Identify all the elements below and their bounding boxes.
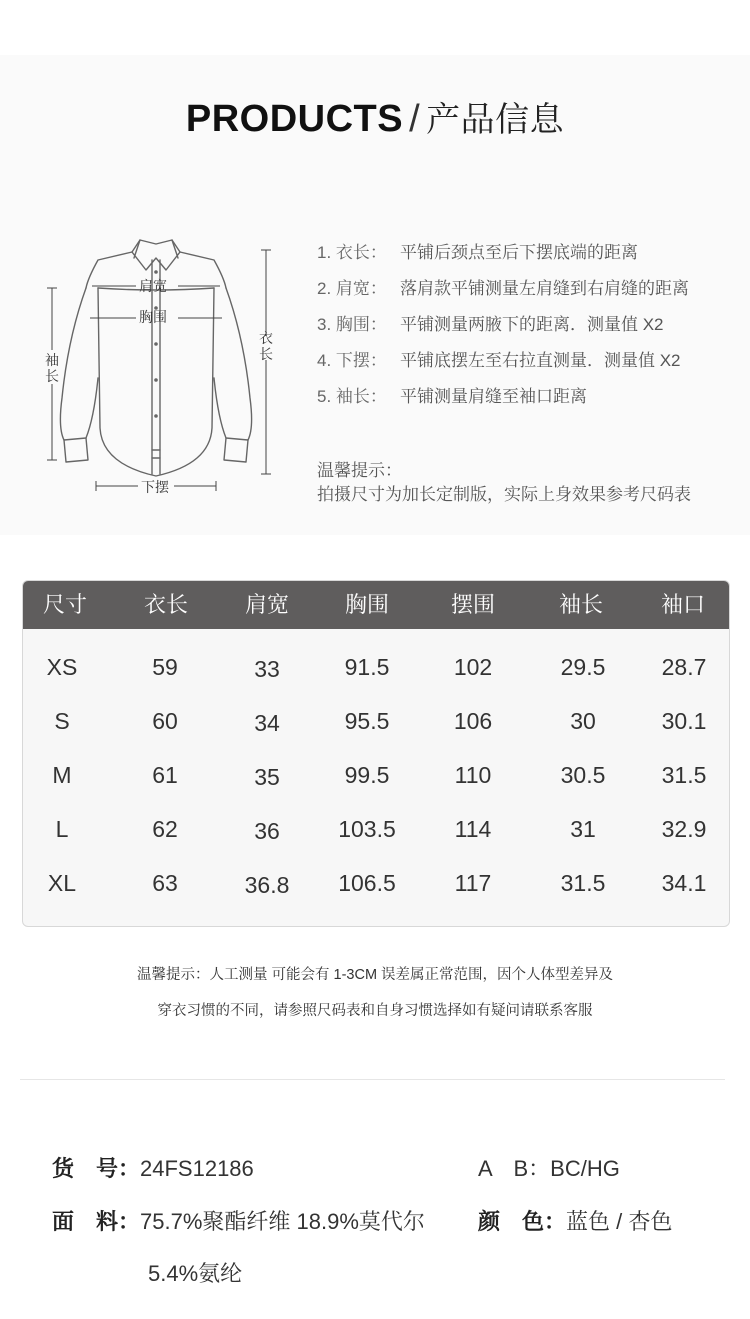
cell-hem: 114 [454, 816, 492, 842]
shirt-measurement-diagram [28, 228, 290, 506]
size-table-header [23, 581, 729, 629]
cell-sleeve: 29.5 [560, 654, 606, 680]
color-field [478, 1205, 672, 1236]
title-chinese: 产品信息 [426, 101, 565, 139]
definition-sleeve [317, 382, 737, 418]
header-cuff: 袖口 [660, 592, 705, 617]
diagram-label-length: 衣长 [259, 330, 273, 362]
definition-text: 平铺测量两腋下的距离．测量值 X2 [400, 315, 664, 334]
header-hem: 摆围 [450, 592, 495, 617]
definition-length [317, 238, 737, 274]
cell-size: M [52, 762, 72, 788]
table-row [23, 748, 729, 802]
header-length: 衣长 [143, 592, 188, 617]
size-table [22, 580, 730, 927]
cell-cuff: 28.7 [661, 654, 707, 680]
cell-chest: 103.5 [338, 816, 396, 842]
cell-sleeve: 30.5 [560, 762, 606, 788]
cell-hem: 102 [453, 654, 493, 680]
fabric-value-line-2: 5.4%氨纶 [148, 1261, 243, 1286]
cell-chest: 106.5 [338, 870, 396, 896]
fabric-field [52, 1205, 425, 1236]
definition-shoulder [317, 274, 737, 310]
item-number-field [52, 1152, 254, 1183]
shirt-sketch-icon [28, 228, 290, 506]
shooting-size-tip [317, 459, 691, 507]
cell-chest: 91.5 [344, 654, 390, 680]
diagram-label-sleeve: 袖长 [45, 352, 59, 384]
diagram-label-hem: 下摆 [141, 479, 169, 495]
table-row [23, 694, 729, 748]
cell-hem: 117 [454, 870, 492, 896]
fabric-label: 面 料： [52, 1209, 141, 1234]
cell-sleeve: 30 [570, 708, 596, 734]
definition-chest [317, 310, 737, 346]
ab-value: BC/HG [550, 1156, 620, 1181]
cell-length: 60 [152, 708, 178, 734]
cell-shoulder: 34 [254, 710, 280, 736]
table-row [23, 640, 729, 694]
measurement-definitions [317, 238, 737, 418]
cell-length: 61 [152, 762, 178, 788]
fabric-value-line-1: 75.7%聚酯纤维 18.9%莫代尔 [140, 1209, 425, 1234]
cell-length: 63 [152, 870, 178, 896]
definition-text: 平铺底摆左至右拉直测量．测量值 X2 [400, 351, 681, 370]
definition-text: 平铺后颈点至后下摆底端的距离 [400, 243, 638, 262]
definition-text: 平铺测量肩缝至袖口距离 [400, 387, 587, 406]
cell-sleeve: 31.5 [560, 870, 606, 896]
section-divider [20, 1079, 725, 1080]
cell-cuff: 32.9 [661, 816, 707, 842]
cell-shoulder: 35 [254, 764, 280, 790]
ab-label: A B： [478, 1156, 551, 1181]
table-row [23, 802, 729, 856]
tip-text: 拍摄尺寸为加长定制版，实际上身效果参考尺码表 [317, 485, 691, 504]
header-sleeve: 袖长 [558, 592, 603, 617]
cell-size: XS [46, 654, 78, 680]
diagram-label-shoulder: 肩宽 [139, 278, 167, 294]
cell-chest: 95.5 [344, 708, 390, 734]
definition-hem [317, 346, 737, 382]
cell-size: L [55, 816, 69, 842]
table-row [23, 856, 729, 910]
cell-chest: 99.5 [344, 762, 390, 788]
header-chest: 胸围 [344, 592, 389, 617]
item-number-label: 货 号： [52, 1156, 141, 1181]
definition-number: 2. 肩宽： [317, 279, 387, 298]
cell-hem: 106 [453, 708, 493, 734]
title-english: PRODUCTS [185, 98, 404, 140]
title-separator: / [409, 98, 421, 140]
cell-sleeve: 31 [570, 816, 596, 842]
diagram-label-chest: 胸围 [139, 309, 167, 325]
definition-text: 落肩款平铺测量左肩缝到右肩缝的距离 [400, 279, 689, 298]
ab-field [478, 1152, 620, 1183]
color-value: 蓝色 / 杏色 [566, 1209, 673, 1234]
header-shoulder: 肩宽 [244, 592, 289, 617]
cell-shoulder: 36.8 [244, 872, 290, 898]
cell-shoulder: 36 [254, 818, 280, 844]
measurement-note-line-1: 温馨提示：人工测量 可能会有 1-3CM 误差属正常范围，因个人体型差异及 [136, 967, 614, 983]
definition-number: 4. 下摆： [317, 351, 387, 370]
cell-cuff: 34.1 [661, 870, 707, 896]
measurement-note-line-2: 穿衣习惯的不同，请参照尺码表和自身习惯选择如有疑问请联系客服 [157, 1003, 593, 1019]
tip-title: 温馨提示： [317, 461, 402, 480]
color-label: 颜 色： [478, 1209, 567, 1234]
page-title [0, 92, 750, 141]
header-size: 尺寸 [42, 592, 87, 617]
cell-shoulder: 33 [254, 656, 280, 682]
cell-size: XL [47, 870, 77, 896]
cell-size: S [54, 708, 70, 734]
cell-length: 59 [152, 654, 178, 680]
item-number-value: 24FS12186 [140, 1156, 254, 1181]
definition-number: 1. 衣长： [317, 243, 387, 262]
cell-cuff: 30.1 [661, 708, 707, 734]
cell-hem: 110 [454, 762, 492, 788]
cell-cuff: 31.5 [661, 762, 707, 788]
definition-number: 3. 胸围： [317, 315, 387, 334]
cell-length: 62 [152, 816, 178, 842]
definition-number: 5. 袖长： [317, 387, 387, 406]
